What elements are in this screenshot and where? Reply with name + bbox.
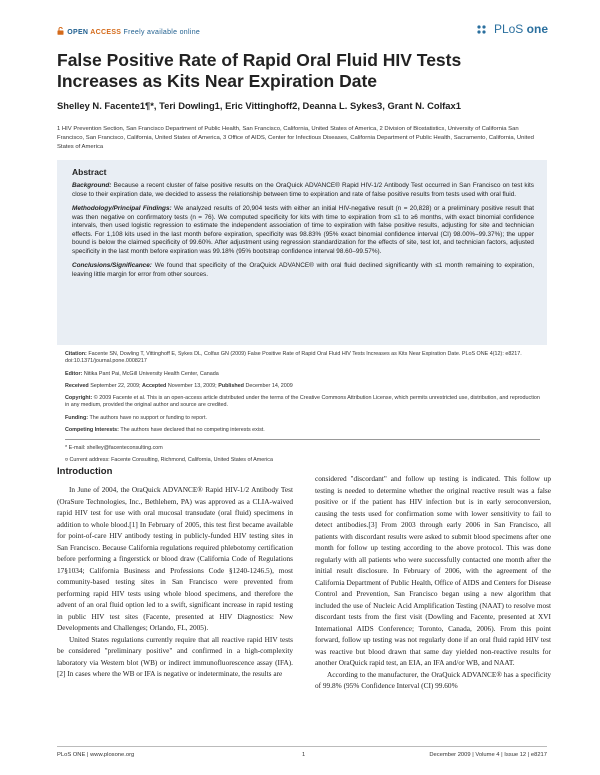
author-list: Shelley N. Facente1¶*, Teri Dowling1, Eric Vittinghoff2, Deanna L. Sykes3, Grant N. Colfax1 — [57, 100, 461, 111]
open-label: OPEN — [67, 29, 89, 36]
footer-journal-url[interactable]: PLoS ONE | www.plosone.org — [57, 752, 135, 758]
open-lock-icon — [57, 27, 64, 35]
intro-paragraph-3: considered "discordant" and follow up testing is indicated. This follow up testing is needed to determine whether the original reactive result was a false positive or if the patient has HIV infection but is in early seroconversion, causing the tests used for confirmation some with lower sensitivity to fail to detect antibodies.[3] From 2003 through early 2006 in San Francisco, all patients with discordant results were asked to submit blood specimens after one month for follow up testing according to the above protocol. This was done regularly with all patients who were successfully contacted one month after the initial result disclosure. In February of 2006, with the agreement of the California Department of Public Health, Office of AIDS and Centers for Disease Control and Prevention, San Francisco began using a new algorithm that included the use of Nucleic Acid Amplification Testing (NAAT) to resolve most discordant tests from the first visit (Dowling and Facente, presented at XVI International AIDS Conference; Toronto, Canada, 2006). From this point forward, follow up testing was not regularly done if an oral fluid rapid HIV test was reactive but blood drawn that same day yielded non-reactive results for another OraQuick rapid test, an EIA, an IFA and/or WB, and NAAT. — [315, 474, 551, 667]
body-column-right — [315, 473, 551, 692]
footer-rule — [57, 746, 547, 747]
abstract-methods — [72, 205, 534, 256]
competing-interests: Competing Interests: The authors have declared that no competing interests exist. — [65, 427, 265, 434]
plos-one-logo — [476, 22, 548, 36]
open-access-banner — [57, 27, 200, 36]
article-title: False Positive Rate of Rapid Oral Fluid HIV Tests Increases as Kits Near Expiration Date — [57, 50, 462, 91]
contact-email[interactable]: * E-mail: shelley@facenteconsulting.com — [65, 445, 163, 452]
affiliations: 1 HIV Prevention Section, San Francisco Department of Public Health, San Francisco, California, United States of America, 2 Division of Biostatistics, University of California San Francisco, San Francisco, California, United States of America, 3 Office of AIDS, Center for Infectious Diseases, California Department of Public Health, Sacramento, California, United States of America — [57, 126, 534, 150]
abstract-heading: Abstract — [72, 167, 107, 177]
body-column-left — [57, 484, 293, 680]
meta-divider — [65, 439, 540, 440]
page-number: 1 — [302, 752, 306, 758]
article-metadata — [65, 351, 540, 468]
conclusions-text: We found that specificity of the OraQuick ADVANCE® with oral fluid declined significantly with ≤1 month remaining to expiration, leaving little margin for error from other sources. — [72, 262, 534, 278]
intro-paragraph-1: In June of 2004, the OraQuick ADVANCE® Rapid HIV-1/2 Antibody Test (OraSure Technologies, Inc., Bethlehem, PA) was approved as a CLIA-waived rapid HIV test for use with oral mucosal transudate (oral fluid) specimens in addition to whole blood.[1] In February of 2005, this test first became available for point-of-care HIV antibody testing in publicly-funded HIV testing sites in San Francisco. Because California regulations required phlebotomy certification before performing a fingerstick or blood draw (California Code of Regulations 17§1034; California Business and Professions Code §1240-1246.5), most community-based testing sites in San Francisco were prevented from performing rapid HIV tests using whole blood specimens, and therefore the advent of an oral fluid option led to a swift, significant increase in rapid testing in public HIV test sites (Facente, presented at HIV Diagnostics: New Developments and Challenges; Orlando, FL, 2005). — [57, 485, 293, 632]
footer-issue-info: December 2009 | Volume 4 | Issue 12 | e8217 — [429, 752, 547, 758]
funding: Funding: The authors have no support or funding to report. — [65, 414, 207, 421]
logo-one: one — [526, 22, 548, 36]
background-label: Background: — [72, 182, 112, 189]
current-address: ¤ Current address: Facente Consulting, Richmond, California, United States of America — [65, 456, 273, 463]
copyright: Copyright: © 2009 Facente et al. This is an open-access article distributed under the terms of the Creative Commons Attribution License, which permits unrestricted use, distribution, and reproduction in any medium, provided the original author and source are credited. — [65, 395, 540, 409]
methods-label: Methodology/Principal Findings: — [72, 205, 172, 212]
background-text: Because a recent cluster of false positive results on the OraQuick ADVANCE® Rapid HIV-1/2 Antibody Test occurred in San Francisco on test kits close to their expiration date, we decided to assess the relationship between time to expiration and rate of false positive results from tests used with oral fluid. — [72, 182, 534, 198]
citation: Citation: Facente SN, Dowling T, Vittinghoff E, Sykes DL, Colfax GN (2009) False Positive Rate of Rapid Oral Fluid HIV Tests Increases as Kits Near Expiration Date. PLoS ONE 4(12): e8217. doi:10.1371/journal.pone.0008217 — [65, 351, 522, 365]
abstract-conclusions — [72, 262, 534, 279]
dates: Received September 22, 2009; Accepted November 13, 2009; Published December 14, 2009 — [65, 382, 293, 389]
access-label: ACCESS — [90, 29, 122, 36]
methods-text: We analyzed results of 20,904 tests with either an initial HIV-negative result (n = 20,828) or a preliminary positive result that was then negative on confirmatory tests (n = 76). We computed specificity for kits with time to expiration from ≤1 to ≥6 months, with exact binomial confidence intervals, then used logistic regression to estimate the independent association of time to expiration with false positive results, adjusting for site and technician effects. For 1,108 kits used in the last month before expiration, specificity was 98.83% (95% exact binomial confidence interval (CI) 98.00%–99.37%); the upper bound is below the claimed specificity of 99.60%. After adjustment using regression standardization for the effects of site, test lot, and technician factors, adjusted specificity in the last month before expiration was 99.18% (95% bootstrap confidence interval 98.60–99.57%). — [72, 205, 535, 255]
intro-paragraph-2: United States regulations currently require that all reactive rapid HIV tests be considered "preliminary positive" and confirmed in a high-complexity laboratory via Western blot (WB) or indirect immunofluorescence assay (IFA).[2] In cases where the WB or IFA is negative or indeterminate, the results are — [57, 634, 293, 678]
intro-paragraph-4: According to the manufacturer, the OraQuick ADVANCE® has a specificity of 99.8% (95% Confidence Interval (CI) 99.60% — [315, 669, 551, 690]
introduction-heading: Introduction — [57, 466, 113, 477]
abstract-background — [72, 182, 534, 199]
logo-plos: PLoS — [493, 22, 524, 36]
editor: Editor: Nitika Pant Pai, McGill University Health Center, Canada — [65, 370, 219, 377]
plos-dots-icon — [476, 24, 488, 36]
abstract-box — [57, 160, 547, 345]
freely-available-label: Freely available online — [123, 29, 201, 36]
conclusions-label: Conclusions/Significance: — [72, 262, 152, 269]
